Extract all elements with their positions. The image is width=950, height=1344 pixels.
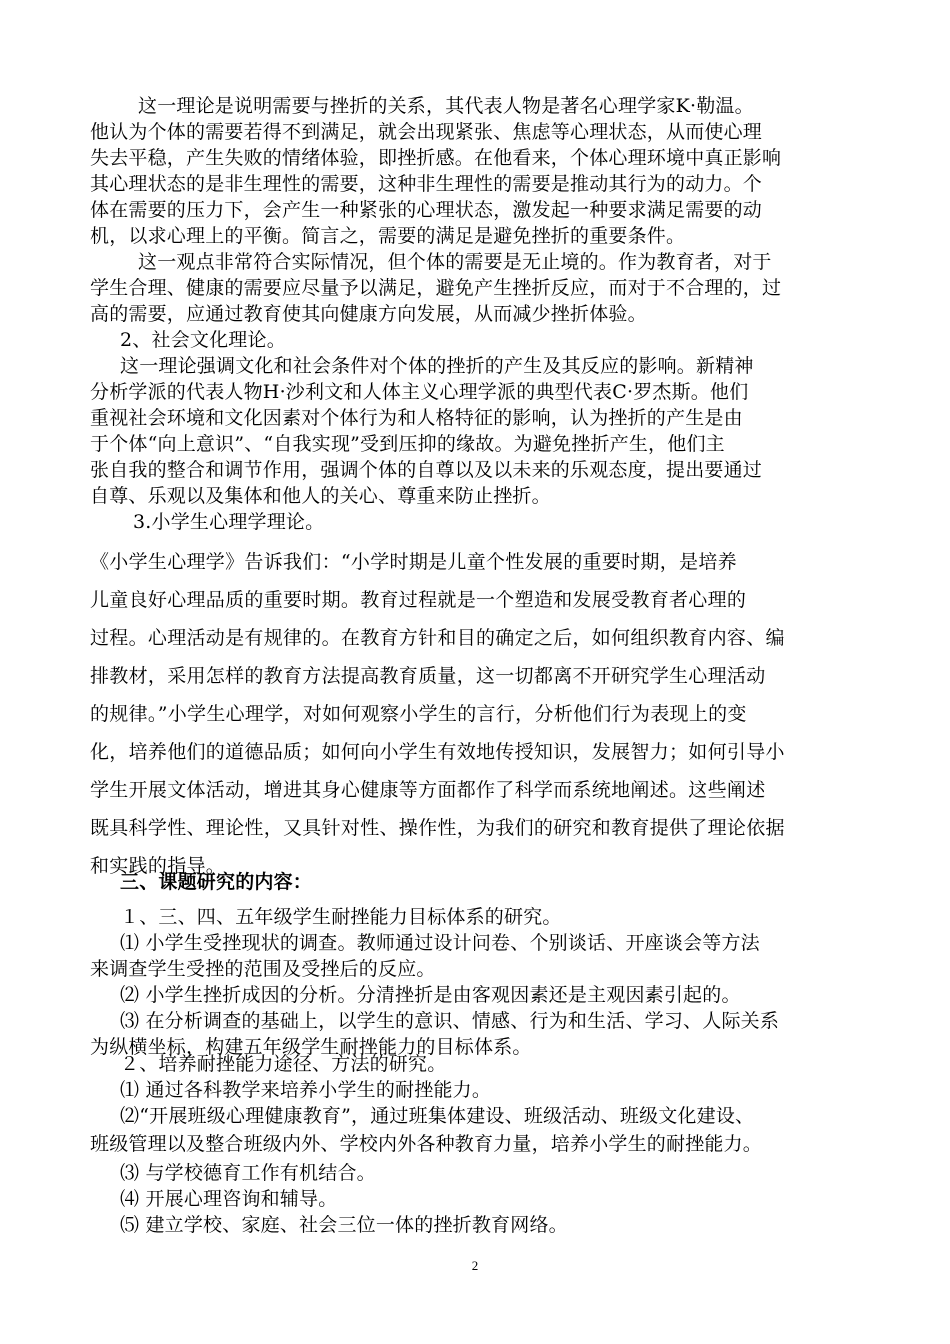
sub-list-item: ⑵“开展班级心理健康教育”，通过班集体建设、班级活动、班级文化建设、	[120, 1105, 755, 1127]
subheading-social-culture: 2、社会文化理论。	[120, 329, 286, 351]
paragraph-line: 学生开展文体活动，增进其身心健康等方面都作了科学而系统地阐述。这些阐述	[90, 779, 766, 801]
paragraph-line: 学生合理、健康的需要应尽量予以满足，避免产生挫折反应，而对于不合理的，过	[90, 277, 782, 299]
paragraph-line: 儿童良好心理品质的重要时期。教育过程就是一个塑造和发展受教育者心理的	[90, 589, 747, 611]
paragraph-line: 过程。心理活动是有规律的。在教育方针和目的确定之后，如何组织教育内容、编	[90, 627, 785, 649]
paragraph-line: 机，以求心理上的平衡。简言之，需要的满足是避免挫折的重要条件。	[90, 225, 686, 247]
list-item: ２、培养耐挫能力途径、方法的研究。	[120, 1053, 447, 1075]
paragraph-line: 化，培养他们的道德品质；如何向小学生有效地传授知识，发展智力；如何引导小	[90, 741, 785, 763]
list-item: １、三、四、五年级学生耐挫能力目标体系的研究。	[120, 906, 562, 928]
sub-list-item: ⑴ 通过各科教学来培养小学生的耐挫能力。	[120, 1079, 492, 1101]
paragraph-line: 于个体“向上意识”、“自我实现”受到压抑的缘故。为避免挫折产生，他们主	[90, 433, 725, 455]
paragraph-line: 和实践的指导。	[90, 855, 226, 877]
sub-list-item: ⑸ 建立学校、家庭、社会三位一体的挫折教育网络。	[120, 1214, 568, 1236]
paragraph-line: 《小学生心理学》告诉我们：“小学时期是儿童个性发展的重要时期，是培养	[90, 551, 737, 573]
paragraph-line: 他认为个体的需要若得不到满足，就会出现紧张、焦虑等心理状态，从而使心理	[90, 121, 763, 143]
sub-list-item: 为纵横坐标，构建五年级学生耐挫能力的目标体系。	[90, 1036, 532, 1058]
paragraph-line: 分析学派的代表人物H·沙利文和人体主义心理学派的典型代表C·罗杰斯。他们	[90, 381, 749, 403]
sub-list-item: ⑶ 与学校德育工作有机结合。	[120, 1162, 376, 1184]
sub-list-item: ⑶ 在分析调查的基础上，以学生的意识、情感、行为和生活、学习、人际关系	[120, 1010, 780, 1032]
paragraph-line: 既具科学性、理论性，又具针对性、操作性，为我们的研究和教育提供了理论依据	[90, 817, 785, 839]
paragraph-line: 其心理状态的是非生理性的需要，这种非生理性的需要是推动其行为的动力。个	[90, 173, 763, 195]
sub-list-item: ⑵ 小学生挫折成因的分析。分清挫折是由客观因素还是主观因素引起的。	[120, 984, 741, 1006]
section-heading: 三、课题研究的内容：	[120, 871, 313, 893]
paragraph-line: 重视社会环境和文化因素对个体行为和人格特征的影响，认为挫折的产生是由	[90, 407, 743, 429]
paragraph-line: 高的需要，应通过教育使其向健康方向发展，从而减少挫折体验。	[90, 303, 647, 325]
sub-list-item: 来调查学生受挫的范围及受挫后的反应。	[90, 958, 436, 980]
paragraph-line: 这一理论是说明需要与挫折的关系，其代表人物是著名心理学家K·勒温。	[138, 95, 754, 117]
paragraph-line: 体在需要的压力下，会产生一种紧张的心理状态，激发起一种要求满足需要的动	[90, 199, 763, 221]
paragraph-line: 排教材，采用怎样的教育方法提高教育质量，这一切都离不开研究学生心理活动	[90, 665, 766, 687]
sub-list-item: ⑷ 开展心理咨询和辅导。	[120, 1188, 338, 1210]
paragraph-line: 这一理论强调文化和社会条件对个体的挫折的产生及其反应的影响。新精神	[120, 355, 754, 377]
page-number: 2	[471, 1258, 479, 1273]
subheading-child-psychology: 3.小学生心理学理论。	[133, 511, 325, 533]
paragraph-line: 这一观点非常符合实际情况，但个体的需要是无止境的。作为教育者，对于	[138, 251, 772, 273]
paragraph-line: 张自我的整合和调节作用，强调个体的自尊以及以未来的乐观态度，提出要通过	[90, 459, 763, 481]
sub-list-item: 班级管理以及整合班级内外、学校内外各种教育力量，培养小学生的耐挫能力。	[90, 1133, 763, 1155]
paragraph-line: 自尊、乐观以及集体和他人的关心、尊重来防止挫折。	[90, 485, 551, 507]
paragraph-line: 的规律。”小学生心理学，对如何观察小学生的言行，分析他们行为表现上的变	[90, 703, 747, 725]
paragraph-line: 失去平稳，产生失败的情绪体验，即挫折感。在他看来，个体心理环境中真正影响	[90, 147, 782, 169]
sub-list-item: ⑴ 小学生受挫现状的调查。教师通过设计问卷、个别谈话、开座谈会等方法	[120, 932, 760, 954]
